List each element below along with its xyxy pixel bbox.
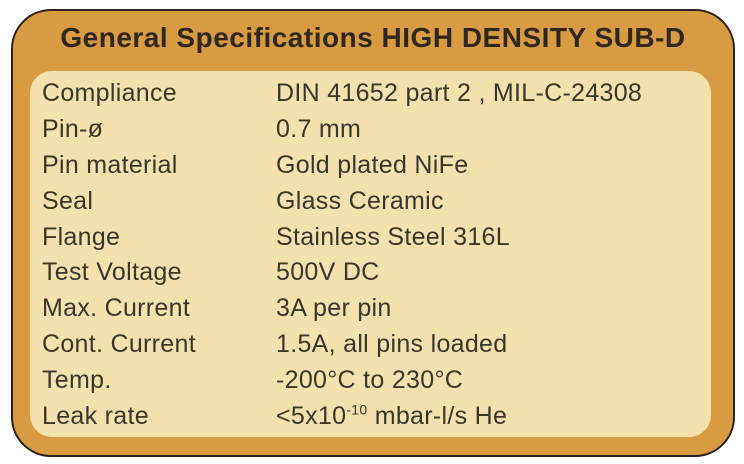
spec-row-test-voltage (42, 255, 711, 291)
leak-rate-exponent: -10 (346, 401, 368, 418)
spec-label: Pin material (42, 150, 178, 179)
spec-value: Glass Ceramic (276, 186, 444, 215)
spec-value: DIN 41652 part 2 , MIL-C-24308 (276, 79, 643, 108)
spec-value: Stainless Steel 316L (276, 222, 510, 251)
spec-panel (30, 71, 711, 437)
spec-label: Leak rate (42, 401, 149, 430)
spec-row-compliance (42, 76, 711, 112)
leak-rate-base: <5x10 (276, 401, 347, 430)
leak-rate-unit: mbar-l/s He (367, 401, 508, 430)
spec-value: -200°C to 230°C (276, 365, 464, 394)
card-title: General Specifications HIGH DENSITY SUB-D (60, 22, 686, 53)
spec-value: 500V DC (276, 258, 380, 287)
spec-label: Seal (42, 186, 94, 215)
spec-label: Compliance (42, 79, 178, 108)
spec-row-seal (42, 183, 711, 219)
spec-label: Temp. (42, 365, 112, 394)
spec-card (11, 9, 735, 457)
spec-label: Cont. Current (42, 329, 196, 358)
spec-label: Pin-ø (42, 115, 104, 144)
spec-row-temperature (42, 362, 711, 398)
spec-row-cont-current (42, 327, 711, 363)
spec-value: 1.5A, all pins loaded (276, 329, 508, 358)
spec-row-pin-diameter (42, 112, 711, 148)
spec-row-max-current (42, 291, 711, 327)
spec-value: Gold plated NiFe (276, 150, 469, 179)
spec-label: Test Voltage (42, 258, 182, 287)
spec-value: 3A per pin (276, 294, 392, 323)
spec-label: Flange (42, 222, 121, 251)
spec-row-leak-rate (42, 398, 711, 434)
spec-label: Max. Current (42, 294, 191, 323)
spec-value: 0.7 mm (276, 115, 362, 144)
spec-row-flange (42, 219, 711, 255)
spec-row-pin-material (42, 148, 711, 184)
spec-value (276, 402, 507, 431)
